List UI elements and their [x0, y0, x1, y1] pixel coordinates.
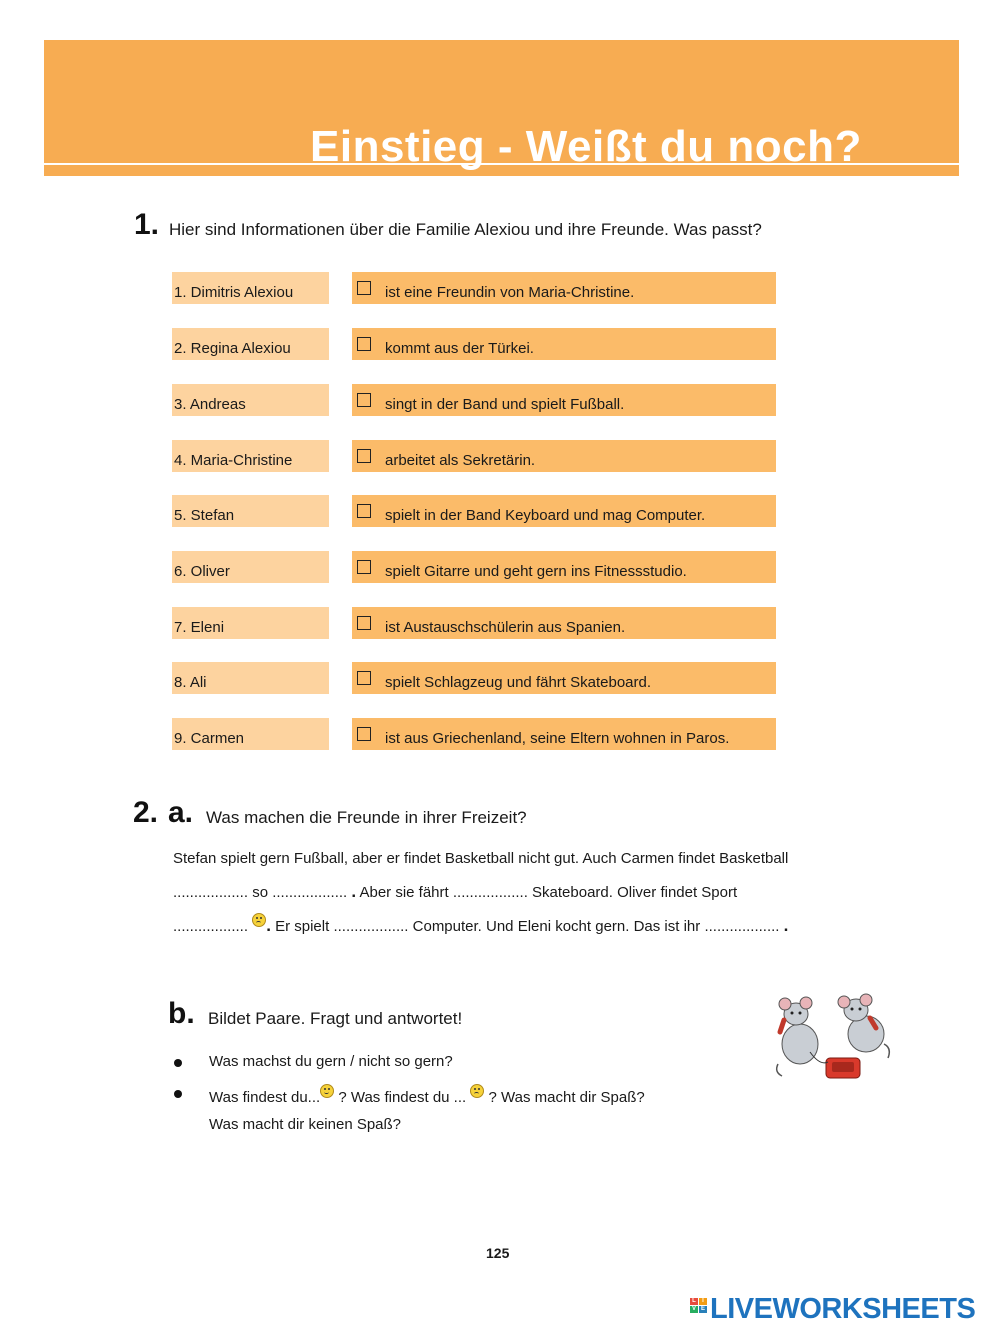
cloze-text: Computer. Und Eleni kocht gern. Das ist ihr	[412, 918, 701, 935]
match-row	[172, 328, 776, 360]
answer-checkbox[interactable]	[357, 616, 371, 630]
description-text: ist aus Griechenland, seine Eltern wohnen in Paros.	[385, 730, 730, 747]
brand-mark-icon: L I V E	[691, 1298, 705, 1312]
sad-face-icon	[470, 1084, 484, 1098]
description-text: ist Austauschschülerin aus Spanien.	[385, 619, 626, 636]
mice-telephone-illustration	[770, 992, 896, 1084]
person-name: 6. Oliver	[172, 551, 329, 583]
person-name: 9. Carmen	[172, 718, 329, 750]
cloze-word-so: so	[252, 884, 269, 901]
bullet-text-continued: Was macht dir keinen Spaß?	[209, 1116, 402, 1133]
period: .	[351, 882, 357, 901]
page-title: Einstieg - Weißt du noch?	[310, 122, 862, 171]
page-number: 125	[486, 1245, 510, 1261]
cloze-line-2	[173, 882, 737, 902]
answer-checkbox[interactable]	[357, 727, 371, 741]
description-text: singt in der Band und spielt Fußball.	[385, 396, 625, 413]
match-row	[172, 272, 776, 304]
cloze-text: Er spielt	[275, 918, 330, 935]
bullet-text: Was machst du gern / nicht so gern?	[209, 1053, 453, 1070]
person-name: 7. Eleni	[172, 607, 329, 639]
happy-face-icon	[320, 1084, 334, 1098]
period: .	[783, 916, 789, 935]
exercise-2a-letter: a.	[168, 796, 194, 829]
answer-checkbox[interactable]	[357, 337, 371, 351]
cloze-line-3	[173, 913, 788, 936]
description-text: arbeitet als Sekretärin.	[385, 452, 536, 469]
match-row	[172, 607, 776, 639]
description-text: kommt aus der Türkei.	[385, 340, 534, 357]
person-name: 2. Regina Alexiou	[172, 328, 329, 360]
exercise-2a-instruction: Was machen die Freunde in ihrer Freizeit?	[206, 808, 527, 827]
cloze-blank[interactable]: ..................	[452, 884, 528, 901]
person-name: 8. Ali	[172, 662, 329, 694]
exercise-1-number: 1.	[134, 208, 160, 241]
description-cell	[352, 328, 776, 360]
sad-face-icon	[252, 913, 266, 927]
exercise-1-instruction: Hier sind Informationen über die Familie Alexiou und ihre Freunde. Was passt?	[169, 220, 762, 239]
description-cell	[352, 662, 776, 694]
description-cell	[352, 551, 776, 583]
bullet-text-part: ? Was macht dir Spaß?	[488, 1089, 645, 1106]
description-text: ist eine Freundin von Maria-Christine.	[385, 284, 635, 301]
bullet-text	[209, 1084, 645, 1106]
brand-name: LIVEWORKSHEETS	[710, 1293, 976, 1325]
period: .	[266, 916, 271, 935]
match-row	[172, 718, 776, 750]
answer-checkbox[interactable]	[357, 449, 371, 463]
match-row	[172, 662, 776, 694]
bullet-text-part: Was findest du...	[209, 1089, 321, 1106]
person-name: 3. Andreas	[172, 384, 329, 416]
bullet-point	[174, 1090, 182, 1098]
exercise-2b-instruction: Bildet Paare. Fragt und antwortet!	[208, 1009, 463, 1028]
cloze-blank[interactable]: ..................	[272, 884, 348, 901]
description-text: spielt in der Band Keyboard und mag Computer.	[385, 507, 706, 524]
cloze-blank[interactable]: ..................	[173, 918, 249, 935]
exercise-2b-letter: b.	[168, 997, 195, 1030]
cloze-line-1: Stefan spielt gern Fußball, aber er findet Basketball nicht gut. Auch Carmen findet Basketball	[173, 850, 789, 867]
cloze-blank[interactable]: ..................	[173, 884, 249, 901]
description-cell	[352, 495, 776, 527]
match-row	[172, 551, 776, 583]
answer-checkbox[interactable]	[357, 671, 371, 685]
description-cell	[352, 607, 776, 639]
cloze-text: Aber sie fährt	[359, 884, 449, 901]
person-name: 4. Maria-Christine	[172, 440, 329, 472]
description-text: spielt Schlagzeug und fährt Skateboard.	[385, 674, 652, 691]
answer-checkbox[interactable]	[357, 281, 371, 295]
description-text: spielt Gitarre und geht gern ins Fitnessstudio.	[385, 563, 687, 580]
answer-checkbox[interactable]	[357, 393, 371, 407]
answer-checkbox[interactable]	[357, 504, 371, 518]
description-cell	[352, 440, 776, 472]
description-cell	[352, 718, 776, 750]
match-row	[172, 384, 776, 416]
match-row	[172, 440, 776, 472]
cloze-blank[interactable]: ..................	[704, 918, 780, 935]
answer-checkbox[interactable]	[357, 560, 371, 574]
match-row	[172, 495, 776, 527]
person-name: 5. Stefan	[172, 495, 329, 527]
bullet-point	[174, 1059, 182, 1067]
exercise-2-number: 2.	[133, 796, 159, 829]
bullet-text-part: ? Was findest du ...	[338, 1089, 467, 1106]
description-cell	[352, 272, 776, 304]
cloze-text: Skateboard. Oliver findet Sport	[532, 884, 738, 901]
description-cell	[352, 384, 776, 416]
cloze-blank[interactable]: ..................	[333, 918, 409, 935]
person-name: 1. Dimitris Alexiou	[172, 272, 329, 304]
